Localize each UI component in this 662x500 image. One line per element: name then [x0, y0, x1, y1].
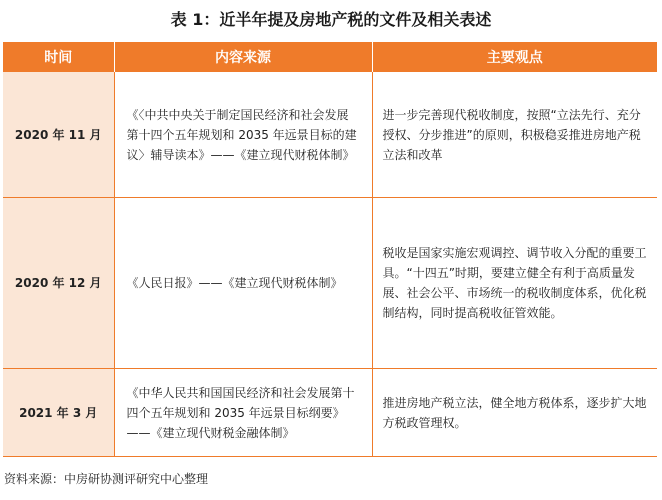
table-row: [3, 369, 657, 457]
cell-source: 《〈中共中央关于制定国民经济和社会发展第十四个五年规划和 2035 年远景目标的建议〉辅导读本》——《建立现代财税体制》: [114, 72, 372, 198]
header-view: 主要观点: [372, 42, 657, 72]
header-time: 时间: [3, 42, 114, 72]
table-row: [3, 72, 657, 198]
table-header-row: [3, 42, 657, 72]
policy-table: [3, 42, 657, 457]
cell-time: 2020 年 11 月: [3, 72, 114, 198]
table-row: [3, 198, 657, 369]
table-title: 表 1：近半年提及房地产税的文件及相关表述: [170, 10, 492, 29]
cell-source: 《人民日报》——《建立现代财税体制》: [114, 198, 372, 369]
cell-view: 进一步完善现代税收制度，按照“立法先行、充分授权、分步推进”的原则，积极稳妥推进房地产税立法和改革: [372, 72, 657, 198]
cell-source: 《中华人民共和国国民经济和社会发展第十四个五年规划和 2035 年远景目标纲要》——《建立现代财税金融体制》: [114, 369, 372, 457]
cell-time: 2021 年 3 月: [3, 369, 114, 457]
cell-view: 税收是国家实施宏观调控、调节收入分配的重要工具。“十四五”时期，要建立健全有利于高质量发展、社会公平、市场统一的税收制度体系，优化税制结构，同时提高税收征管效能。: [372, 198, 657, 369]
cell-time: 2020 年 12 月: [3, 198, 114, 369]
cell-view: 推进房地产税立法，健全地方税体系，逐步扩大地方税政管理权。: [372, 369, 657, 457]
header-source: 内容来源: [114, 42, 372, 72]
source-note: 资料来源：中房研协测评研究中心整理: [4, 472, 209, 486]
